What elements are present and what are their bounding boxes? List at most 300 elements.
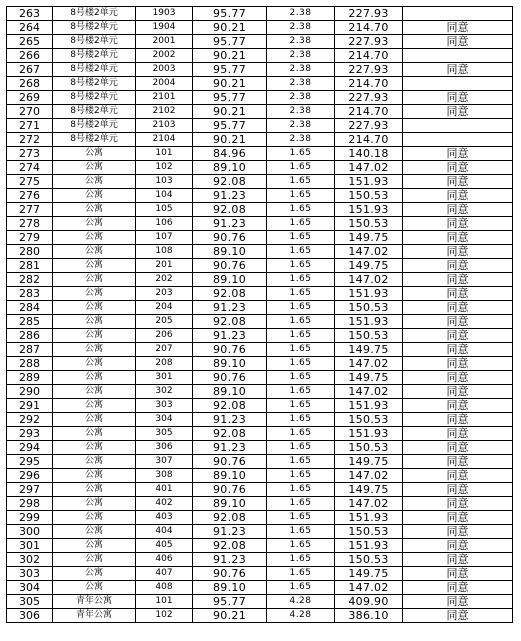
- table-row: [7, 175, 513, 189]
- area-cell: 89.10: [193, 581, 267, 595]
- area-cell: 91.23: [193, 301, 267, 315]
- coefficient-cell: 1.65: [267, 301, 335, 315]
- row-number-cell: 264: [7, 21, 53, 35]
- result-cell: 同意: [403, 91, 513, 105]
- area-cell: 89.10: [193, 161, 267, 175]
- result-cell: 同意: [403, 217, 513, 231]
- building-cell: 公寓: [53, 385, 136, 399]
- result-cell: 同意: [403, 231, 513, 245]
- unit-number-cell: 2104: [136, 133, 193, 147]
- result-cell: [403, 7, 513, 21]
- table-row: [7, 581, 513, 595]
- unit-number-cell: 303: [136, 399, 193, 413]
- table-row: [7, 35, 513, 49]
- coefficient-cell: 1.65: [267, 511, 335, 525]
- building-cell: 公寓: [53, 441, 136, 455]
- row-number-cell: 290: [7, 385, 53, 399]
- row-number-cell: 289: [7, 371, 53, 385]
- coefficient-cell: 1.65: [267, 245, 335, 259]
- area-cell: 90.21: [193, 609, 267, 623]
- result-cell: 同意: [403, 525, 513, 539]
- result-cell: 同意: [403, 259, 513, 273]
- row-number-cell: 274: [7, 161, 53, 175]
- area-cell: 95.77: [193, 35, 267, 49]
- area-cell: 92.08: [193, 175, 267, 189]
- row-number-cell: 287: [7, 343, 53, 357]
- unit-number-cell: 103: [136, 175, 193, 189]
- building-cell: 公寓: [53, 469, 136, 483]
- area-cell: 92.08: [193, 315, 267, 329]
- unit-number-cell: 101: [136, 147, 193, 161]
- amount-cell: 227.93: [335, 63, 403, 77]
- building-cell: 公寓: [53, 581, 136, 595]
- table-row: [7, 469, 513, 483]
- area-cell: 91.23: [193, 441, 267, 455]
- unit-number-cell: 205: [136, 315, 193, 329]
- amount-cell: 147.02: [335, 469, 403, 483]
- amount-cell: 227.93: [335, 91, 403, 105]
- result-cell: 同意: [403, 35, 513, 49]
- amount-cell: 386.10: [335, 609, 403, 623]
- coefficient-cell: 1.65: [267, 217, 335, 231]
- building-cell: 公寓: [53, 525, 136, 539]
- table-row: [7, 287, 513, 301]
- result-cell: 同意: [403, 399, 513, 413]
- row-number-cell: 298: [7, 497, 53, 511]
- building-cell: 公寓: [53, 147, 136, 161]
- unit-number-cell: 2002: [136, 49, 193, 63]
- building-cell: 公寓: [53, 329, 136, 343]
- area-cell: 89.10: [193, 357, 267, 371]
- amount-cell: 227.93: [335, 35, 403, 49]
- table-row: [7, 217, 513, 231]
- table-row: [7, 609, 513, 623]
- area-cell: 90.76: [193, 231, 267, 245]
- area-cell: 92.08: [193, 539, 267, 553]
- table-row: [7, 231, 513, 245]
- amount-cell: 150.53: [335, 217, 403, 231]
- table-row: [7, 147, 513, 161]
- unit-number-cell: 1903: [136, 7, 193, 21]
- area-cell: 91.23: [193, 329, 267, 343]
- coefficient-cell: 1.65: [267, 497, 335, 511]
- row-number-cell: 273: [7, 147, 53, 161]
- result-cell: 同意: [403, 385, 513, 399]
- table-row: [7, 413, 513, 427]
- result-cell: 同意: [403, 315, 513, 329]
- result-cell: 同意: [403, 595, 513, 609]
- row-number-cell: 300: [7, 525, 53, 539]
- row-number-cell: 296: [7, 469, 53, 483]
- area-cell: 91.23: [193, 553, 267, 567]
- coefficient-cell: 1.65: [267, 203, 335, 217]
- row-number-cell: 302: [7, 553, 53, 567]
- coefficient-cell: 2.38: [267, 105, 335, 119]
- unit-number-cell: 302: [136, 385, 193, 399]
- result-cell: 同意: [403, 553, 513, 567]
- result-cell: 同意: [403, 539, 513, 553]
- amount-cell: 149.75: [335, 483, 403, 497]
- amount-cell: 147.02: [335, 273, 403, 287]
- table-row: [7, 329, 513, 343]
- amount-cell: 147.02: [335, 245, 403, 259]
- amount-cell: 147.02: [335, 581, 403, 595]
- coefficient-cell: 1.65: [267, 343, 335, 357]
- row-number-cell: 270: [7, 105, 53, 119]
- building-cell: 8号楼2单元: [53, 91, 136, 105]
- area-cell: 92.08: [193, 203, 267, 217]
- table-row: [7, 371, 513, 385]
- result-cell: 同意: [403, 511, 513, 525]
- unit-number-cell: 106: [136, 217, 193, 231]
- result-cell: 同意: [403, 21, 513, 35]
- result-cell: 同意: [403, 469, 513, 483]
- amount-cell: 214.70: [335, 21, 403, 35]
- building-cell: 公寓: [53, 455, 136, 469]
- table-row: [7, 273, 513, 287]
- coefficient-cell: 2.38: [267, 7, 335, 21]
- unit-number-cell: 102: [136, 161, 193, 175]
- building-cell: 公寓: [53, 245, 136, 259]
- unit-number-cell: 408: [136, 581, 193, 595]
- table-row: [7, 497, 513, 511]
- building-cell: 公寓: [53, 483, 136, 497]
- row-number-cell: 286: [7, 329, 53, 343]
- row-number-cell: 303: [7, 567, 53, 581]
- unit-number-cell: 208: [136, 357, 193, 371]
- unit-number-cell: 308: [136, 469, 193, 483]
- result-cell: 同意: [403, 147, 513, 161]
- coefficient-cell: 1.65: [267, 483, 335, 497]
- amount-cell: 149.75: [335, 567, 403, 581]
- data-table: [6, 6, 513, 623]
- area-cell: 90.76: [193, 259, 267, 273]
- result-cell: 同意: [403, 455, 513, 469]
- coefficient-cell: 2.38: [267, 35, 335, 49]
- row-number-cell: 288: [7, 357, 53, 371]
- unit-number-cell: 2102: [136, 105, 193, 119]
- result-cell: 同意: [403, 301, 513, 315]
- coefficient-cell: 1.65: [267, 287, 335, 301]
- table-row: [7, 427, 513, 441]
- row-number-cell: 306: [7, 609, 53, 623]
- building-cell: 公寓: [53, 567, 136, 581]
- coefficient-cell: 1.65: [267, 329, 335, 343]
- table-row: [7, 385, 513, 399]
- result-cell: [403, 133, 513, 147]
- building-cell: 8号楼2单元: [53, 105, 136, 119]
- area-cell: 89.10: [193, 245, 267, 259]
- table-row: [7, 189, 513, 203]
- coefficient-cell: 1.65: [267, 231, 335, 245]
- unit-number-cell: 2004: [136, 77, 193, 91]
- result-cell: 同意: [403, 609, 513, 623]
- building-cell: 公寓: [53, 413, 136, 427]
- area-cell: 95.77: [193, 63, 267, 77]
- building-cell: 公寓: [53, 231, 136, 245]
- coefficient-cell: 1.65: [267, 189, 335, 203]
- coefficient-cell: 2.38: [267, 91, 335, 105]
- coefficient-cell: 1.65: [267, 539, 335, 553]
- area-cell: 90.21: [193, 21, 267, 35]
- area-cell: 90.21: [193, 77, 267, 91]
- unit-number-cell: 402: [136, 497, 193, 511]
- result-cell: 同意: [403, 203, 513, 217]
- unit-number-cell: 2101: [136, 91, 193, 105]
- unit-number-cell: 104: [136, 189, 193, 203]
- coefficient-cell: 4.28: [267, 609, 335, 623]
- unit-number-cell: 406: [136, 553, 193, 567]
- building-cell: 公寓: [53, 161, 136, 175]
- building-cell: 公寓: [53, 315, 136, 329]
- coefficient-cell: 1.65: [267, 525, 335, 539]
- row-number-cell: 295: [7, 455, 53, 469]
- result-cell: [403, 119, 513, 133]
- coefficient-cell: 1.65: [267, 371, 335, 385]
- row-number-cell: 294: [7, 441, 53, 455]
- area-cell: 89.10: [193, 385, 267, 399]
- table-row: [7, 357, 513, 371]
- result-cell: 同意: [403, 581, 513, 595]
- row-number-cell: 276: [7, 189, 53, 203]
- row-number-cell: 281: [7, 259, 53, 273]
- unit-number-cell: 305: [136, 427, 193, 441]
- coefficient-cell: 1.65: [267, 441, 335, 455]
- amount-cell: 151.93: [335, 539, 403, 553]
- result-cell: 同意: [403, 287, 513, 301]
- area-cell: 84.96: [193, 147, 267, 161]
- area-cell: 92.08: [193, 511, 267, 525]
- row-number-cell: 277: [7, 203, 53, 217]
- coefficient-cell: 1.65: [267, 427, 335, 441]
- table-row: [7, 119, 513, 133]
- coefficient-cell: 1.65: [267, 399, 335, 413]
- amount-cell: 151.93: [335, 315, 403, 329]
- coefficient-cell: 1.65: [267, 273, 335, 287]
- result-cell: 同意: [403, 63, 513, 77]
- coefficient-cell: 4.28: [267, 595, 335, 609]
- unit-number-cell: 108: [136, 245, 193, 259]
- building-cell: 公寓: [53, 497, 136, 511]
- row-number-cell: 265: [7, 35, 53, 49]
- result-cell: 同意: [403, 427, 513, 441]
- building-cell: 青年公寓: [53, 609, 136, 623]
- area-cell: 90.76: [193, 371, 267, 385]
- unit-number-cell: 405: [136, 539, 193, 553]
- coefficient-cell: 1.65: [267, 315, 335, 329]
- amount-cell: 151.93: [335, 511, 403, 525]
- building-cell: 公寓: [53, 427, 136, 441]
- unit-number-cell: 204: [136, 301, 193, 315]
- building-cell: 公寓: [53, 511, 136, 525]
- unit-number-cell: 401: [136, 483, 193, 497]
- unit-number-cell: 206: [136, 329, 193, 343]
- row-number-cell: 279: [7, 231, 53, 245]
- building-cell: 公寓: [53, 371, 136, 385]
- building-cell: 公寓: [53, 399, 136, 413]
- result-cell: 同意: [403, 105, 513, 119]
- coefficient-cell: 1.65: [267, 385, 335, 399]
- amount-cell: 140.18: [335, 147, 403, 161]
- result-cell: 同意: [403, 273, 513, 287]
- amount-cell: 150.53: [335, 441, 403, 455]
- area-cell: 91.23: [193, 525, 267, 539]
- amount-cell: 149.75: [335, 343, 403, 357]
- building-cell: 公寓: [53, 203, 136, 217]
- table-row: [7, 595, 513, 609]
- building-cell: 8号楼2单元: [53, 49, 136, 63]
- row-number-cell: 275: [7, 175, 53, 189]
- building-cell: 8号楼2单元: [53, 7, 136, 21]
- unit-number-cell: 407: [136, 567, 193, 581]
- coefficient-cell: 2.38: [267, 49, 335, 63]
- unit-number-cell: 102: [136, 609, 193, 623]
- unit-number-cell: 404: [136, 525, 193, 539]
- area-cell: 90.76: [193, 567, 267, 581]
- amount-cell: 150.53: [335, 413, 403, 427]
- unit-number-cell: 101: [136, 595, 193, 609]
- building-cell: 8号楼2单元: [53, 63, 136, 77]
- result-cell: 同意: [403, 245, 513, 259]
- area-cell: 91.23: [193, 413, 267, 427]
- amount-cell: 150.53: [335, 301, 403, 315]
- area-cell: 89.10: [193, 469, 267, 483]
- row-number-cell: 299: [7, 511, 53, 525]
- area-cell: 91.23: [193, 189, 267, 203]
- row-number-cell: 282: [7, 273, 53, 287]
- area-cell: 95.77: [193, 91, 267, 105]
- unit-number-cell: 2103: [136, 119, 193, 133]
- amount-cell: 151.93: [335, 427, 403, 441]
- coefficient-cell: 2.38: [267, 21, 335, 35]
- table-row: [7, 315, 513, 329]
- table-row: [7, 203, 513, 217]
- unit-number-cell: 207: [136, 343, 193, 357]
- table-row: [7, 245, 513, 259]
- coefficient-cell: 1.65: [267, 175, 335, 189]
- area-cell: 92.08: [193, 287, 267, 301]
- amount-cell: 227.93: [335, 119, 403, 133]
- row-number-cell: 266: [7, 49, 53, 63]
- result-cell: 同意: [403, 329, 513, 343]
- result-cell: 同意: [403, 161, 513, 175]
- coefficient-cell: 1.65: [267, 147, 335, 161]
- unit-number-cell: 107: [136, 231, 193, 245]
- area-cell: 95.77: [193, 119, 267, 133]
- area-cell: 90.21: [193, 105, 267, 119]
- table-row: [7, 441, 513, 455]
- row-number-cell: 304: [7, 581, 53, 595]
- building-cell: 公寓: [53, 301, 136, 315]
- unit-number-cell: 105: [136, 203, 193, 217]
- table-row: [7, 7, 513, 21]
- table-row: [7, 105, 513, 119]
- table-row: [7, 525, 513, 539]
- area-cell: 89.10: [193, 497, 267, 511]
- coefficient-cell: 1.65: [267, 455, 335, 469]
- amount-cell: 147.02: [335, 357, 403, 371]
- building-cell: 公寓: [53, 189, 136, 203]
- coefficient-cell: 2.38: [267, 63, 335, 77]
- area-cell: 90.76: [193, 483, 267, 497]
- row-number-cell: 291: [7, 399, 53, 413]
- unit-number-cell: 2001: [136, 35, 193, 49]
- coefficient-cell: 1.65: [267, 581, 335, 595]
- result-cell: 同意: [403, 371, 513, 385]
- result-cell: [403, 49, 513, 63]
- row-number-cell: 285: [7, 315, 53, 329]
- amount-cell: 147.02: [335, 385, 403, 399]
- building-cell: 公寓: [53, 539, 136, 553]
- row-number-cell: 284: [7, 301, 53, 315]
- building-cell: 公寓: [53, 259, 136, 273]
- building-cell: 公寓: [53, 273, 136, 287]
- coefficient-cell: 2.38: [267, 133, 335, 147]
- amount-cell: 409.90: [335, 595, 403, 609]
- table-row: [7, 259, 513, 273]
- area-cell: 95.77: [193, 7, 267, 21]
- result-cell: [403, 77, 513, 91]
- row-number-cell: 263: [7, 7, 53, 21]
- area-cell: 90.76: [193, 343, 267, 357]
- unit-number-cell: 304: [136, 413, 193, 427]
- amount-cell: 149.75: [335, 259, 403, 273]
- unit-number-cell: 306: [136, 441, 193, 455]
- row-number-cell: 278: [7, 217, 53, 231]
- amount-cell: 227.93: [335, 7, 403, 21]
- table-row: [7, 63, 513, 77]
- building-cell: 公寓: [53, 217, 136, 231]
- area-cell: 90.21: [193, 49, 267, 63]
- amount-cell: 151.93: [335, 175, 403, 189]
- coefficient-cell: 1.65: [267, 553, 335, 567]
- building-cell: 8号楼2单元: [53, 35, 136, 49]
- result-cell: 同意: [403, 175, 513, 189]
- amount-cell: 147.02: [335, 497, 403, 511]
- coefficient-cell: 2.38: [267, 119, 335, 133]
- result-cell: 同意: [403, 343, 513, 357]
- area-cell: 90.21: [193, 133, 267, 147]
- building-cell: 公寓: [53, 287, 136, 301]
- result-cell: 同意: [403, 441, 513, 455]
- table-body: [7, 7, 513, 623]
- building-cell: 公寓: [53, 175, 136, 189]
- amount-cell: 214.70: [335, 133, 403, 147]
- table-row: [7, 21, 513, 35]
- result-cell: 同意: [403, 357, 513, 371]
- area-cell: 90.76: [193, 455, 267, 469]
- table-row: [7, 455, 513, 469]
- table-row: [7, 161, 513, 175]
- table-row: [7, 511, 513, 525]
- amount-cell: 147.02: [335, 161, 403, 175]
- coefficient-cell: 1.65: [267, 567, 335, 581]
- amount-cell: 150.53: [335, 329, 403, 343]
- row-number-cell: 292: [7, 413, 53, 427]
- table-row: [7, 553, 513, 567]
- row-number-cell: 305: [7, 595, 53, 609]
- unit-number-cell: 403: [136, 511, 193, 525]
- amount-cell: 149.75: [335, 371, 403, 385]
- table-row: [7, 399, 513, 413]
- amount-cell: 150.53: [335, 525, 403, 539]
- coefficient-cell: 2.38: [267, 77, 335, 91]
- result-cell: 同意: [403, 413, 513, 427]
- row-number-cell: 301: [7, 539, 53, 553]
- row-number-cell: 283: [7, 287, 53, 301]
- result-cell: 同意: [403, 483, 513, 497]
- table-row: [7, 343, 513, 357]
